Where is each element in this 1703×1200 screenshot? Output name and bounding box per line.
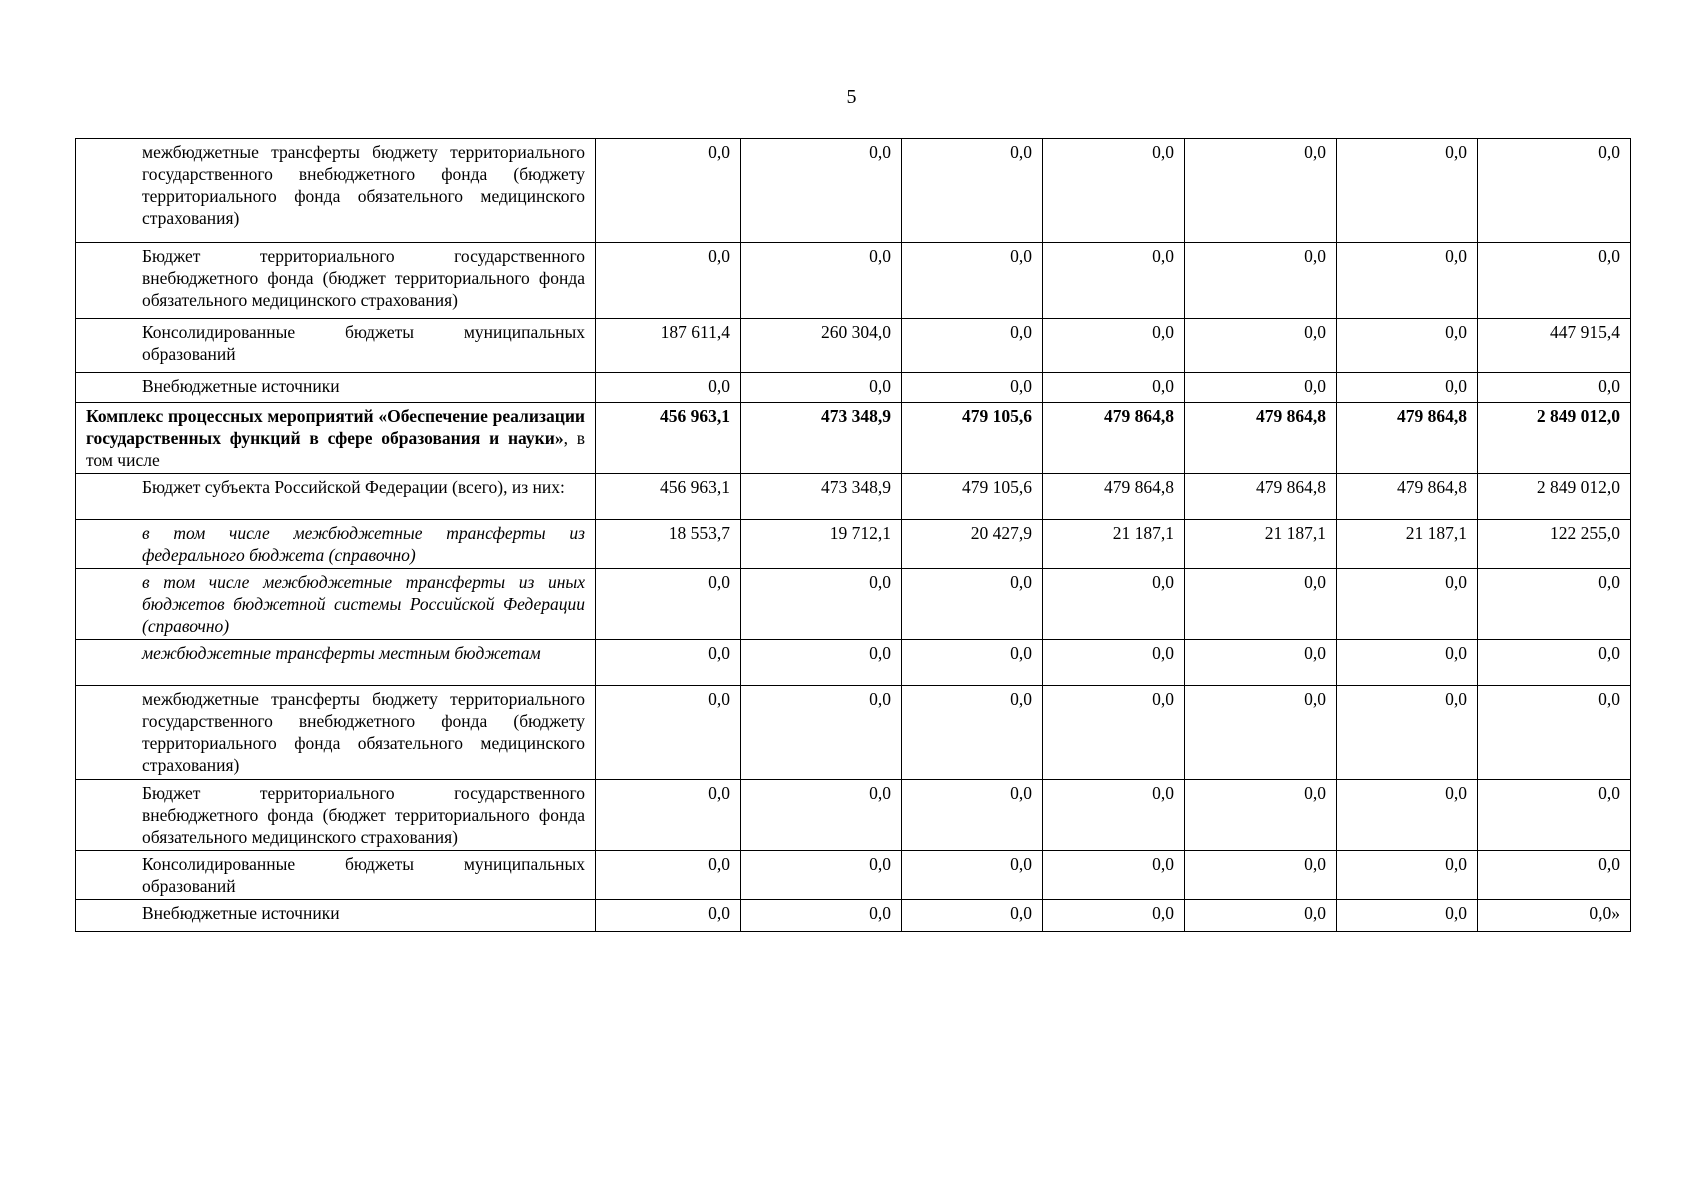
value-cell: 0,0: [1337, 780, 1478, 851]
value-cell: 479 864,8: [1337, 403, 1478, 474]
table-body: [76, 139, 1631, 932]
table-row: [76, 780, 1631, 851]
value-cell: 0,0: [902, 243, 1043, 319]
value-cell: 0,0: [741, 780, 902, 851]
row-label-text: Бюджет субъекта Российской Федерации (всего), из них:: [142, 477, 565, 497]
value-cell: 0,0: [1185, 243, 1337, 319]
value-cell: 0,0: [902, 900, 1043, 932]
value-cell: 479 105,6: [902, 403, 1043, 474]
value-cell: 0,0: [1478, 569, 1631, 640]
value-cell: 0,0: [596, 900, 741, 932]
value-cell: 0,0: [596, 851, 741, 900]
value-cell: 21 187,1: [1337, 520, 1478, 569]
table-row: [76, 569, 1631, 640]
row-label-text: в том числе межбюджетные трансферты из иных бюджетов бюджетной системы Российской Федерации (справочно): [142, 572, 585, 636]
value-cell: 0,0: [596, 686, 741, 780]
table-row: [76, 640, 1631, 686]
row-label: [76, 474, 596, 520]
value-cell: 0,0: [1043, 780, 1185, 851]
value-cell: 0,0: [596, 243, 741, 319]
value-cell: 0,0: [1043, 569, 1185, 640]
value-cell: 473 348,9: [741, 474, 902, 520]
value-cell: 0,0: [1185, 686, 1337, 780]
value-cell: 21 187,1: [1043, 520, 1185, 569]
table-row: [76, 319, 1631, 373]
table-row: [76, 139, 1631, 243]
value-cell: 0,0: [1185, 373, 1337, 403]
value-cell: 456 963,1: [596, 474, 741, 520]
value-cell: 0,0: [1337, 319, 1478, 373]
value-cell: 0,0: [1478, 243, 1631, 319]
value-cell: 0,0: [1337, 686, 1478, 780]
value-cell: 0,0: [1337, 900, 1478, 932]
value-cell: 0,0: [902, 373, 1043, 403]
row-label: [76, 373, 596, 403]
row-label: [76, 851, 596, 900]
value-cell: 0,0: [1185, 319, 1337, 373]
value-cell: 473 348,9: [741, 403, 902, 474]
budget-table: [75, 138, 1631, 932]
value-cell: 0,0: [1043, 319, 1185, 373]
value-cell: 456 963,1: [596, 403, 741, 474]
value-cell: 0,0: [1337, 640, 1478, 686]
row-label: [76, 319, 596, 373]
row-label-text: Внебюджетные источники: [142, 903, 340, 923]
table-row: [76, 403, 1631, 474]
value-cell: 0,0: [1185, 851, 1337, 900]
value-cell: 0,0: [1185, 900, 1337, 932]
value-cell: 0,0: [1478, 640, 1631, 686]
value-cell: 0,0: [1185, 780, 1337, 851]
value-cell: 0,0: [1478, 780, 1631, 851]
value-cell: 2 849 012,0: [1478, 474, 1631, 520]
value-cell: 0,0: [902, 686, 1043, 780]
row-label-text: Консолидированные бюджеты муниципальных образований: [142, 854, 585, 896]
table-row: [76, 686, 1631, 780]
row-label: [76, 780, 596, 851]
value-cell: 479 864,8: [1337, 474, 1478, 520]
row-label: [76, 900, 596, 932]
value-cell: 447 915,4: [1478, 319, 1631, 373]
row-label-text: Внебюджетные источники: [142, 376, 340, 396]
page-number: 5: [846, 86, 857, 108]
value-cell: 0,0: [902, 851, 1043, 900]
row-label: [76, 243, 596, 319]
value-cell: 0,0: [741, 569, 902, 640]
table-row: [76, 373, 1631, 403]
value-cell: 21 187,1: [1185, 520, 1337, 569]
value-cell: 0,0: [902, 780, 1043, 851]
table-row: [76, 851, 1631, 900]
value-cell: 0,0: [1478, 139, 1631, 243]
table-row: [76, 474, 1631, 520]
value-cell: 0,0: [741, 243, 902, 319]
row-label-text: межбюджетные трансферты бюджету территориального государственного внебюджетного фонда (бюджету территориального фонда обязательного медицинского страхования): [142, 142, 585, 228]
row-label: [76, 640, 596, 686]
value-cell: 0,0: [741, 900, 902, 932]
value-cell: 0,0: [741, 139, 902, 243]
row-label-text: межбюджетные трансферты бюджету территориального государственного внебюджетного фонда (бюджету территориального фонда обязательного медицинского страхования): [142, 689, 585, 775]
row-label-text: Консолидированные бюджеты муниципальных образований: [142, 322, 585, 364]
value-cell: 0,0: [1043, 851, 1185, 900]
value-cell: 20 427,9: [902, 520, 1043, 569]
value-cell: 0,0»: [1478, 900, 1631, 932]
value-cell: 0,0: [596, 139, 741, 243]
value-cell: 0,0: [1185, 640, 1337, 686]
value-cell: 479 864,8: [1043, 403, 1185, 474]
value-cell: 122 255,0: [1478, 520, 1631, 569]
value-cell: 0,0: [1043, 900, 1185, 932]
row-label: [76, 569, 596, 640]
value-cell: 0,0: [1185, 569, 1337, 640]
value-cell: 0,0: [596, 569, 741, 640]
row-label: [76, 686, 596, 780]
value-cell: 0,0: [596, 640, 741, 686]
row-label-text: межбюджетные трансферты местным бюджетам: [142, 643, 541, 663]
value-cell: 0,0: [1478, 373, 1631, 403]
value-cell: 0,0: [1478, 686, 1631, 780]
table-row: [76, 520, 1631, 569]
value-cell: 0,0: [1043, 686, 1185, 780]
value-cell: 0,0: [902, 319, 1043, 373]
value-cell: 0,0: [902, 569, 1043, 640]
row-label-text: в том числе межбюджетные трансферты из федерального бюджета (справочно): [142, 523, 585, 565]
row-label: [76, 139, 596, 243]
table-row: [76, 243, 1631, 319]
value-cell: 0,0: [1043, 243, 1185, 319]
value-cell: 0,0: [1337, 139, 1478, 243]
value-cell: 260 304,0: [741, 319, 902, 373]
value-cell: 479 105,6: [902, 474, 1043, 520]
row-label-wrap: [86, 405, 585, 471]
value-cell: 0,0: [902, 139, 1043, 243]
value-cell: 0,0: [902, 640, 1043, 686]
value-cell: 2 849 012,0: [1478, 403, 1631, 474]
value-cell: 479 864,8: [1043, 474, 1185, 520]
value-cell: 19 712,1: [741, 520, 902, 569]
row-label-suffix: , в том числе: [86, 428, 585, 470]
value-cell: 0,0: [596, 780, 741, 851]
value-cell: 0,0: [1185, 139, 1337, 243]
value-cell: 0,0: [741, 851, 902, 900]
value-cell: 18 553,7: [596, 520, 741, 569]
value-cell: 0,0: [596, 373, 741, 403]
value-cell: 187 611,4: [596, 319, 741, 373]
value-cell: 0,0: [1478, 851, 1631, 900]
value-cell: 479 864,8: [1185, 403, 1337, 474]
value-cell: 0,0: [1337, 851, 1478, 900]
row-label-text: Бюджет территориального государственного внебюджетного фонда (бюджет территориального фонда обязательного медицинского страхования): [142, 783, 585, 847]
table-row: [76, 900, 1631, 932]
value-cell: 0,0: [1337, 569, 1478, 640]
row-label-text: Бюджет территориального государственного внебюджетного фонда (бюджет территориального фонда обязательного медицинского страхования): [142, 246, 585, 310]
value-cell: 0,0: [1043, 640, 1185, 686]
value-cell: 0,0: [741, 686, 902, 780]
value-cell: 0,0: [1337, 243, 1478, 319]
value-cell: 0,0: [1337, 373, 1478, 403]
row-label: [76, 520, 596, 569]
value-cell: 0,0: [741, 640, 902, 686]
value-cell: 0,0: [1043, 373, 1185, 403]
row-label-text: Комплекс процессных мероприятий «Обеспечение реализации государственных функций в сфере образования и науки»: [86, 406, 585, 448]
value-cell: 0,0: [741, 373, 902, 403]
value-cell: 479 864,8: [1185, 474, 1337, 520]
row-label: [76, 403, 596, 474]
value-cell: 0,0: [1043, 139, 1185, 243]
